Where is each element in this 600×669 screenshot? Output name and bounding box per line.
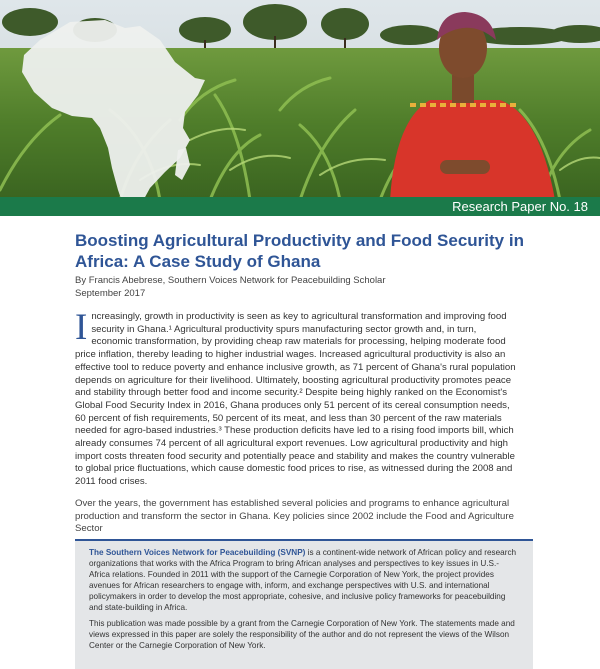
svnp-description xyxy=(89,547,519,613)
svnp-org-name: The Southern Voices Network for Peacebuilding (SVNP) xyxy=(89,548,306,557)
hero-photo xyxy=(0,0,600,200)
field-photo-illustration xyxy=(0,0,600,200)
lead-text: ncreasingly, growth in productivity is seen as key to agricultural transformation and improving food security in Ghana.¹ Agricultural productivity spurs manufacturing sector growth and, in turn, economic transformation, by providing cheap raw materials for processing, helping moderate food price inflation, thereby leading to higher industrial wages. Increased agricultural productivity is also an effective tool to reduce poverty and enhance inclusive growth, as 71 percent of Ghana's rural population depends on agriculture for their livelihood. Ultimately, boosting agricultural productivity promotes peace and stability through better food and income security.² Despite being highly ranked on the Economist's Global Food Security Index in 2016, Ghana produces only 51 percent of its cereal consumption needs, 60 percent of fish requirements, 50 percent of its meat, and less than 30 percent of the raw materials needed for agro-based industries.³ These production deficits have led to a rising food imports bill, which already consumes 74 percent of all agricultural export revenues. Low agricultural productivity and high import costs threaten food security and potentially peace and stability and makes the country vulnerable to global price fluctuations, which cause domestic food prices to rise, as witnessed during the 2008 and 2011 food crises. xyxy=(75,311,516,488)
header-band xyxy=(0,197,600,216)
paper-title: Boosting Agricultural Productivity and Food Security in Africa: A Case Study of Ghana xyxy=(75,231,524,271)
svnp-org-text: is a continent-wide network of African policy and research organizations that works with the Africa Program to bring African analyses and perspectives to key issues in U.S.-Africa relations. Founded in 2011 with the support of the Carnegie Corporation of New York, the project provides avenues for African researchers to engage with, inform, and exchange perspectives with U.S. and international policymakers in order to develop the most appropriate, cohesive, and inclusive policy frameworks for peacebuilding and state-building in Africa. xyxy=(89,548,517,612)
author-line: By Francis Abebrese, Southern Voices Network for Peacebuilding Scholar xyxy=(75,275,386,286)
byline-block xyxy=(75,275,386,300)
lead-paragraph xyxy=(75,307,520,489)
svnp-info-box xyxy=(75,539,533,669)
drop-cap: I xyxy=(75,307,88,348)
grant-disclaimer: This publication was made possible by a grant from the Carnegie Corporation of New York. The statements made and views expressed in this paper are solely the responsibility of the author and do not represent the views of the Wilson Center or the Carnegie Corporation of New York. xyxy=(89,619,515,650)
publication-date: September 2017 xyxy=(75,287,146,299)
body-paragraph: Over the years, the government has established several policies and programs to enhance agricultural production and transform the sector in Ghana. Key policies since 2002 include the Food and Agriculture Sector xyxy=(75,498,514,535)
research-paper-number: Research Paper No. 18 xyxy=(452,199,588,214)
